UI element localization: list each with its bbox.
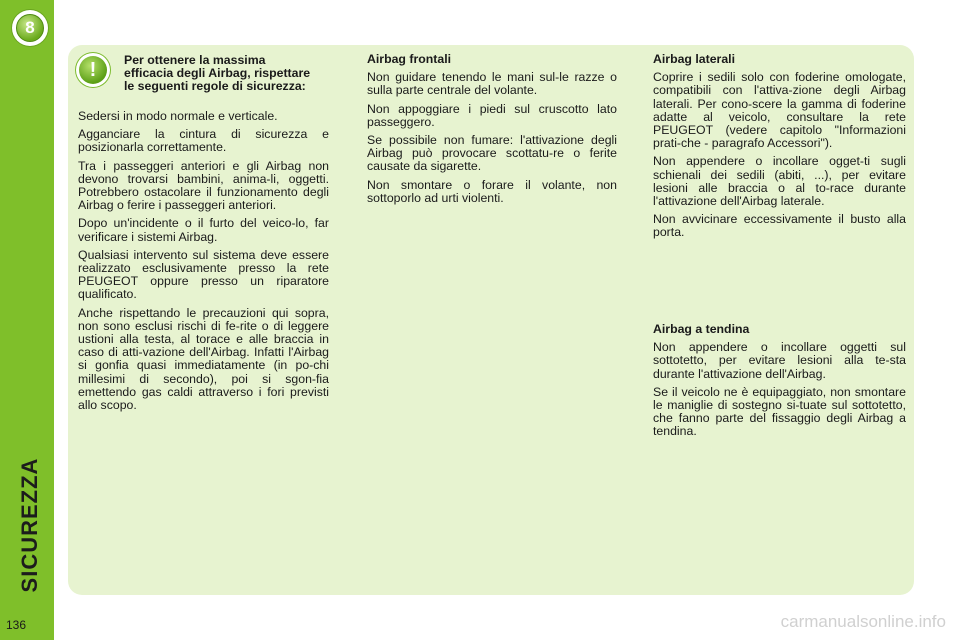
front-airbags-paragraph: Non smontare o forare il volante, non sottoporlo ad urti violenti. xyxy=(367,177,617,205)
warning-rules xyxy=(78,110,329,417)
chapter-number: 8 xyxy=(16,14,44,42)
watermark: carmanualsonline.info xyxy=(780,612,946,631)
side-airbags-section xyxy=(653,53,906,245)
rule-paragraph: Tra i passeggeri anteriori e gli Airbag non devono trovarsi bambini, anima-li, oggetti. Potrebbero ostacolare il funzionamento degli Airbag o ferire i passeggeri anteriori. xyxy=(78,158,329,213)
curtain-airbags-paragraph: Se il veicolo ne è equipaggiato, non smontare le maniglie di sostegno si-tuate sul sottotetto, che fanno parte del fissaggio degli Airbag a tendina. xyxy=(653,384,906,439)
front-airbags-paragraph: Non appoggiare i piedi sul cruscotto lato passeggero. xyxy=(367,101,617,129)
section-title xyxy=(12,455,48,595)
rule-paragraph: Anche rispettando le precauzioni qui sopra, non sono esclusi rischi di fe-rite o di leggere ustioni alla testa, al torace e alle braccia in caso di atti-vazione dell'Airbag. Infatti l'Airbag si gonfia quasi immediatamente (in po-chi millesimi di secondo), poi si sgon-fia emettendo gas caldi attraverso i fori previsti allo scopo. xyxy=(78,305,329,413)
curtain-airbags-paragraph: Non appendere o incollare oggetti sul sottotetto, per evitare lesioni alla te-sta durante l'attivazione dell'Airbag. xyxy=(653,340,906,381)
curtain-airbags-section xyxy=(653,323,906,444)
chapter-badge xyxy=(12,10,48,46)
rule-paragraph: Sedersi in modo normale e verticale. xyxy=(78,109,278,123)
warning-heading: Per ottenere la massima efficacia degli Airbag, rispettare le seguenti regole di sicurezza: xyxy=(124,53,311,93)
exclamation-icon: ! xyxy=(76,53,110,87)
rule-paragraph: Qualsiasi intervento sul sistema deve essere realizzato esclusivamente presso la rete PEUGEOT oppure presso un riparatore qualificato. xyxy=(78,247,329,302)
front-airbags-paragraph: Se possibile non fumare: l'attivazione degli Airbag può provocare scottatu-re o ferite causate da sigarette. xyxy=(367,133,617,174)
curtain-airbags-title: Airbag a tendina xyxy=(653,322,750,336)
section-title-text: SICUREZZA xyxy=(17,457,42,593)
side-airbags-paragraph: Non appendere o incollare ogget-ti sugli schienali dei sedili (abiti, ...), per evitare lesioni alle braccia o al to-race durante l'attivazione dell'Airbag laterale. xyxy=(653,154,906,209)
front-airbags-title: Airbag frontali xyxy=(367,52,452,66)
side-airbags-paragraph: Coprire i sedili solo con foderine omologate, compatibili con l'attiva-zione degli Airbag laterali. Per cono-scere la gamma di foderine adatte al veicolo, consultare la rete PEUGEOT (vedere capitolo "Informazioni prati-che - paragrafo Accessori"). xyxy=(653,70,906,151)
rule-paragraph: Agganciare la cintura di sicurezza e posizionarla correttamente. xyxy=(78,127,329,155)
page-number: 136 xyxy=(6,618,27,632)
front-airbags-section xyxy=(367,53,617,210)
side-airbags-title: Airbag laterali xyxy=(653,52,736,66)
rule-paragraph: Dopo un'incidente o il furto del veico-lo, far verificare i sistemi Airbag. xyxy=(78,216,329,244)
side-airbags-paragraph: Non avvicinare eccessivamente il busto alla porta. xyxy=(653,212,906,240)
front-airbags-paragraph: Non guidare tenendo le mani sul-le razze o sulla parte centrale del volante. xyxy=(367,70,617,98)
